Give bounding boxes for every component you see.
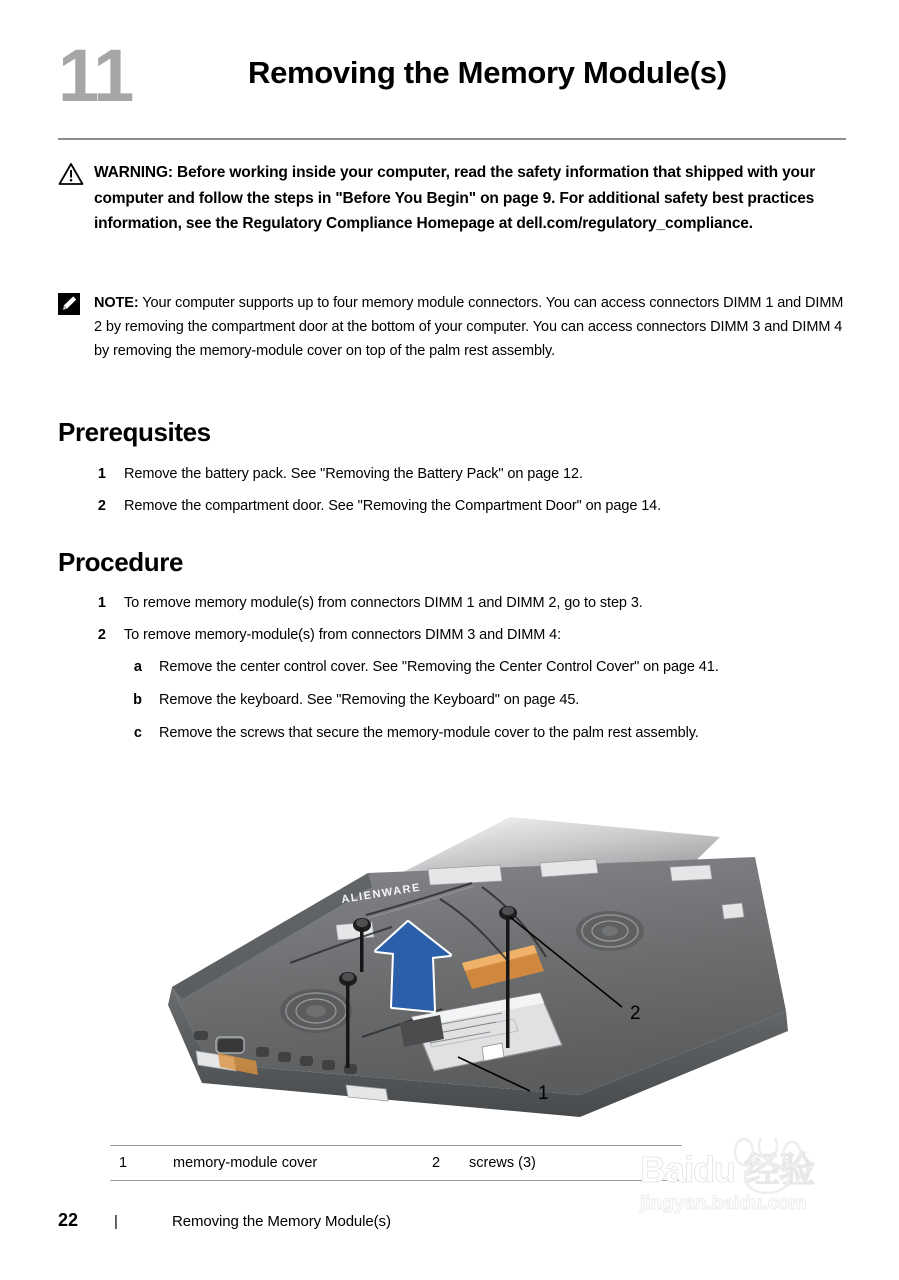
procedure-steps	[58, 592, 858, 755]
step-number: 2	[97, 627, 106, 643]
substep-number: c	[133, 725, 142, 741]
chapter-number: 11	[58, 34, 133, 117]
footer-title: Removing the Memory Module(s)	[172, 1213, 391, 1230]
substep-number: b	[133, 692, 142, 708]
caption-label: memory-module cover	[173, 1155, 318, 1171]
step-text: Remove the battery pack. See "Removing the Battery Pack" on page 12.	[124, 466, 583, 482]
step-text: To remove memory module(s) from connectors DIMM 1 and DIMM 2, go to step 3.	[124, 595, 643, 611]
list-item	[58, 689, 858, 712]
page-title: Removing the Memory Module(s)	[248, 55, 727, 90]
step-text: To remove memory-module(s) from connectors DIMM 3 and DIMM 4:	[124, 627, 562, 643]
prerequisites-steps	[58, 463, 858, 527]
substep-text: Remove the center control cover. See "Removing the Center Control Cover" on page 41.	[159, 659, 719, 675]
caption-number: 2	[431, 1155, 441, 1171]
substep-text: Remove the screws that secure the memory-module cover to the palm rest assembly.	[159, 725, 699, 741]
watermark-sub-text: jingyan.baidu.com	[640, 1193, 807, 1214]
list-item	[58, 463, 858, 485]
step-number: 1	[97, 595, 106, 611]
procedure-substeps	[58, 656, 858, 745]
caption-label: screws (3)	[469, 1155, 536, 1171]
caption-number: 1	[118, 1155, 128, 1171]
watermark-main-text: Baidu 经验	[640, 1149, 815, 1190]
list-item	[58, 722, 858, 745]
paw-print-icon	[722, 1138, 814, 1194]
callout-2: 2	[630, 1003, 641, 1024]
list-item	[58, 592, 858, 614]
substep-number: a	[133, 659, 142, 675]
note-pencil-icon	[58, 291, 94, 320]
figure-caption-table	[110, 1145, 682, 1181]
figure-laptop-palmrest	[110, 795, 810, 1135]
substep-text: Remove the keyboard. See "Removing the Keyboard" on page 45.	[159, 692, 580, 708]
list-item	[58, 656, 858, 679]
page-footer	[58, 1210, 391, 1231]
warning-triangle-icon	[58, 160, 94, 191]
warning-label: WARNING:	[94, 164, 173, 181]
step-text: Remove the compartment door. See "Removing the Compartment Door" on page 14.	[124, 498, 662, 514]
warning-text: Before working inside your computer, read the safety information that shipped with your computer and follow the steps in "Before You Begin" on page 9. For additional safety best practices information, see the Regulatory Compliance Homepage at dell.com/regulatory_compliance.	[94, 164, 816, 232]
procedure-heading: Procedure	[58, 547, 184, 577]
note-label: NOTE:	[94, 295, 139, 311]
prerequisites-heading: Prerequsites	[58, 417, 211, 447]
step-number: 1	[97, 466, 106, 482]
header-divider	[58, 138, 846, 140]
warning-text-block	[94, 160, 848, 237]
warning-admonition	[58, 160, 848, 237]
callout-1: 1	[538, 1083, 549, 1104]
chapter-header	[58, 34, 846, 117]
brand-text: ALIENWARE	[340, 881, 422, 906]
table-row	[110, 1146, 682, 1180]
footer-page-number: 22	[58, 1210, 79, 1230]
list-item	[58, 624, 858, 646]
note-admonition	[58, 291, 848, 363]
note-text: Your computer supports up to four memory module connectors. You can access connectors DIMM 1 and DIMM 2 by removing the compartment door at the bottom of your computer. You can access connectors DIMM 3 and DIMM 4 by removing the memory-module cover on top of the palm rest assembly.	[94, 295, 844, 359]
list-item	[58, 495, 858, 517]
note-text-block	[94, 291, 848, 363]
footer-separator: |	[114, 1213, 118, 1230]
step-number: 2	[97, 498, 106, 514]
